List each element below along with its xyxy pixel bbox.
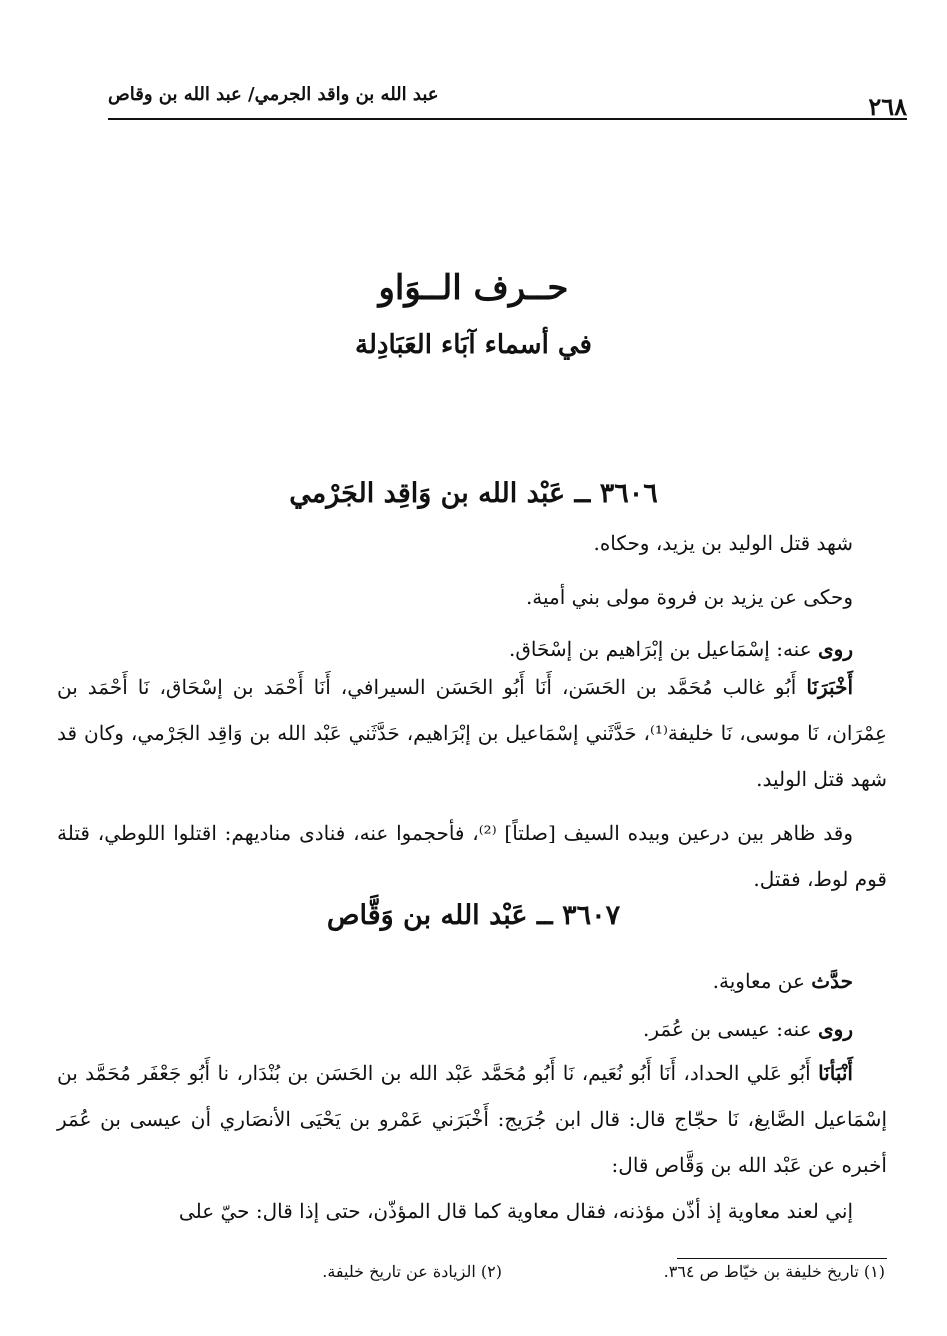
paragraph-text: أَبُو غالب مُحَمَّد بن الحَسَن، أَنَا أَبُو الحَسَن السيرافي، أَنَا أَحْمَد بن إسْحَاق، نَا أَحْمَد بن عِمْرَان، نَا موسى، نَا خليفة⁽¹⁾، حَدَّثَني إسْمَاعيل بن إبْرَاهيم، حَدَّثَني عَبْد الله بن وَاقِد الجَرْمي، وكان قد شهد قتل الوليد. — [57, 675, 887, 791]
paragraph-lead: أَخْبَرَنَا — [806, 675, 853, 699]
paragraph — [57, 520, 887, 566]
footnote-divider — [677, 1258, 887, 1259]
paragraph-text: عن معاوية. — [712, 969, 812, 993]
chapter-subtitle: في أسماء آبَاء العَبَادِلة — [355, 330, 592, 360]
paragraph — [57, 664, 887, 802]
entry-heading: ٣٦٠٧ ــ عَبْد الله بن وَقَّاص — [326, 900, 621, 931]
paragraph-text: أَبُو عَلي الحداد، أَنَا أَبُو نُعَيم، نَا أَبُو مُحَمَّد عَبْد الله بن الحَسَن بن بُنْدَار، نا أَبُو جَعْفَر مُحَمَّد بن إسْمَاعيل الصَّايغ، نَا حجّاج قال: قال ابن جُرَيج: أَخْبَرَني عَمْرو بن يَحْيَى الأنصَاري أن عيسى بن عُمَر أخبره عن عَبْد الله بن وَقَّاص قال: — [57, 1061, 887, 1177]
page-number: ٢٦٨ — [868, 92, 907, 121]
paragraph-lead: حدَّث — [811, 969, 853, 993]
paragraph-text: وقد ظاهر بين درعين وبيده السيف [صلتاً] ⁽²⁾، فأحجموا عنه، فنادى مناديهم: اقتلوا اللوطي، قتلة قوم لوط، فقتل. — [57, 821, 887, 891]
page-header — [108, 82, 907, 120]
paragraph-text: عنه: إسْمَاعيل بن إبْرَاهيم بن إسْحَاق. — [508, 637, 819, 661]
paragraph — [57, 574, 887, 620]
paragraph — [57, 1188, 887, 1234]
paragraph-text: شهد قتل الوليد بن يزيد، وحكاه. — [593, 531, 853, 555]
paragraph-text: إني لعند معاوية إذ أذّن مؤذنه، فقال معاوية كما قال المؤذّن، حتى إذا قال: حيّ على — [178, 1199, 853, 1223]
running-title: عبد الله بن واقد الجرمي/ عبد الله بن وقاص — [108, 84, 439, 105]
paragraph-text: وحكى عن يزيد بن فروة مولى بني أمية. — [525, 585, 853, 609]
paragraph-lead: روى — [818, 1017, 853, 1041]
paragraph — [57, 1006, 887, 1052]
paragraph — [57, 958, 887, 1004]
paragraph-lead: أَنْبَأنَا — [818, 1061, 853, 1085]
chapter-title: حــرف الــوَاو — [378, 268, 569, 308]
footnote-2: (٢) الزيادة عن تاريخ خليفة. — [322, 1262, 502, 1281]
paragraph-lead: روى — [818, 637, 853, 661]
paragraph-text: عنه: عيسى بن عُمَر. — [642, 1017, 819, 1041]
paragraph — [57, 1050, 887, 1188]
footnote-1: (١) تاريخ خليفة بن خيّاط ص ٣٦٤. — [663, 1262, 885, 1281]
entry-heading: ٣٦٠٦ ــ عَبْد الله بن وَاقِد الجَرْمي — [289, 478, 658, 509]
paragraph — [57, 810, 887, 902]
